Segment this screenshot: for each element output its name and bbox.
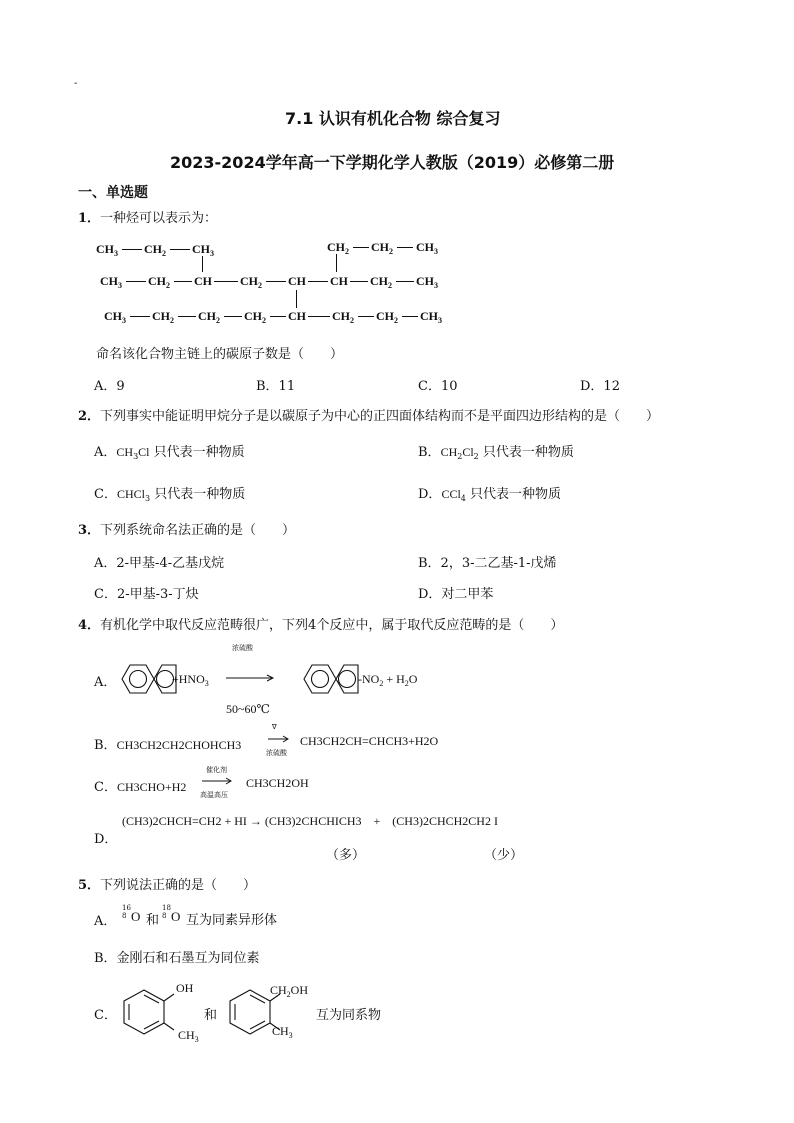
q2-d-sub: 4 (460, 494, 466, 503)
arrow-right-icon (226, 674, 276, 682)
struct-r2-ch-a: CH (194, 274, 212, 288)
q2-b-sub1: 2 (457, 452, 463, 461)
q4-a-product (358, 672, 417, 688)
struct-r3-ch3-b: $CH_3$ (420, 309, 442, 325)
q5-a-iso2-numbers (162, 904, 171, 920)
question-2-stem (78, 405, 659, 424)
q5-c-ch3-sub: 3 (194, 1035, 199, 1044)
q4-a-reagent-text: +HNO (172, 672, 205, 686)
q5-a-text: 互为同素异形体 (186, 913, 278, 928)
struct-r1-ch3-c: $CH_3$ (416, 240, 438, 256)
q4-c-left: CH3CHO+H2 (116, 780, 187, 794)
q2-a-text: 只代表一种物质 (153, 445, 245, 460)
q4-b-right: CH3CH2CH=CHCH3+H2O (300, 734, 439, 748)
q5-option-a[interactable] (94, 910, 116, 929)
q2-c-text: 只代表一种物质 (154, 487, 246, 502)
q4-a-cond-top: 浓硫酸 (232, 644, 253, 652)
page-title: 7.1 认识有机化合物 综合复习 (285, 109, 501, 128)
struct-r1-ch2-b: $CH_2$ (327, 240, 349, 256)
q5-a-mass2: 18 (162, 904, 171, 912)
q1-option-d[interactable]: D．12 (580, 379, 620, 394)
header-mark: - (74, 78, 78, 89)
q2-b-formula: CH (440, 445, 458, 459)
q5-a-el2: O (171, 909, 181, 924)
struct-r1-ch3-a: $CH_3$ (96, 242, 118, 258)
q5-c-ch2oh-text: CH (270, 983, 287, 997)
q2-b-label: B． (418, 445, 441, 460)
struct-r3-ch2-b: $CH_2$ (198, 309, 220, 325)
q5-a-z2: 8 (162, 912, 167, 920)
q4-c-cond-top: 催化剂 (206, 766, 227, 774)
nitronaphthalene-icon (300, 660, 362, 698)
q5-c-ch2oh-tail: OH (290, 983, 309, 997)
q2-b-text: 只代表一种物质 (482, 445, 574, 460)
struct-r2-ch2-c: $CH_2$ (370, 274, 392, 290)
q2-c-formula: CHCl (116, 487, 145, 501)
question-4-number: 4． (78, 618, 101, 633)
struct-r1-ch3-b: $CH_3$ (192, 242, 214, 258)
q5-c-ch3b-text: CH (272, 1024, 289, 1038)
q5-option-b[interactable]: B．金刚石和石墨互为同位素 (94, 951, 260, 966)
q5-a-el1: O (131, 909, 141, 924)
q4-a-reagent (172, 672, 209, 688)
page-subtitle: 2023-2024学年高一下学期化学人教版（2019）必修第二册 (170, 153, 615, 172)
q3-option-c[interactable]: C．2-甲基-3-丁炔 (94, 587, 199, 602)
q5-c-ch2oh-sub: 2 (286, 990, 291, 999)
q5-c-text: 互为同系物 (316, 1008, 382, 1023)
q5-c-label: C． (94, 1008, 117, 1023)
q1-option-a[interactable]: A．9 (94, 379, 125, 394)
q4-a-water: + H (386, 672, 405, 686)
q4-a-product-text: -NO (358, 672, 380, 686)
struct-r3-ch2-c: $CH_2$ (244, 309, 266, 325)
q2-option-c[interactable] (94, 483, 245, 503)
q2-a-label: A． (94, 445, 117, 460)
struct-r1-ch2-c: $CH_2$ (371, 240, 393, 256)
q5-c-ch3b (272, 1024, 293, 1040)
struct-r3-ch3-a: $CH_3$ (104, 309, 126, 325)
q4-b-label: B． (94, 738, 117, 753)
q2-a-tail: Cl (138, 445, 150, 459)
q2-option-a[interactable] (94, 441, 245, 461)
q4-option-b[interactable] (94, 734, 241, 753)
struct-r2-ch3-b: $CH_3$ (416, 274, 438, 290)
q2-c-sub: 3 (144, 494, 151, 503)
q4-d-equation: (CH3)2CHCH=CH2 + HI → (CH3)2CHCHICH3 + (CH3)2CHCH2CH2 I (122, 814, 498, 828)
q5-c-ch3b-sub: 3 (288, 1031, 293, 1040)
q5-c-ch2oh (270, 983, 308, 999)
q4-a-reagent-sub: 3 (204, 679, 209, 688)
question-2-text: 下列事实中能证明甲烷分子是以碳原子为中心的正四面体结构而不是平面四边形结构的是（ ） (100, 409, 660, 424)
q2-d-formula: CCl (441, 487, 461, 501)
q3-option-b[interactable]: B．2，3-二乙基-1-戊烯 (418, 556, 557, 571)
question-5-text: 下列说法正确的是（ ） (100, 878, 257, 893)
struct-r2-ch-b: CH (288, 274, 306, 288)
struct-r1-ch2-a: $CH_2$ (144, 242, 166, 258)
naphthalene-icon (118, 660, 180, 698)
q4-option-a-label[interactable]: A． (94, 675, 117, 690)
q5-a-z1: 8 (122, 912, 127, 920)
q5-a-and: 和 (146, 913, 160, 928)
q4-d-more: （多） (326, 848, 366, 863)
q5-c-ch3 (178, 1028, 199, 1044)
struct-r3-ch: CH (288, 309, 306, 323)
question-1-number: 1． (78, 211, 101, 226)
arrow-right-icon (202, 777, 234, 785)
q5-c-oh: OH (176, 981, 194, 995)
struct-r2-ch3-a: $CH_3$ (100, 274, 122, 290)
question-1-prompt: 命名该化合物主链上的碳原子数是（ ） (96, 347, 344, 362)
q4-a-product-sub: 2 (379, 679, 384, 688)
q2-option-b[interactable] (418, 441, 574, 461)
question-3-number: 3． (78, 523, 101, 538)
question-5-stem (78, 874, 256, 893)
q2-a-formula: CH (116, 445, 134, 459)
q3-option-d[interactable]: D．对二甲苯 (418, 587, 494, 602)
question-3-stem (78, 519, 295, 538)
arrow-right-icon (268, 735, 290, 743)
q4-c-label: C． (94, 780, 117, 795)
question-2-number: 2． (78, 409, 101, 424)
o-cresol-ring-icon (114, 982, 178, 1040)
q5-a-label: A． (94, 914, 117, 929)
struct-r2-ch-c: CH (330, 274, 348, 288)
question-4-stem (78, 614, 563, 633)
q5-a-mass1: 16 (122, 904, 131, 912)
q5-c-ch3-text: CH (178, 1028, 195, 1042)
q4-b-left: CH3CH2CH2CHOHCH3 (116, 738, 242, 752)
q4-c-cond-bottom: 高温高压 (200, 791, 228, 799)
question-5-number: 5． (78, 878, 101, 893)
q4-a-cond-bottom: 50~60℃ (226, 702, 270, 716)
q2-option-d[interactable] (418, 483, 561, 503)
q5-c-and: 和 (204, 1008, 218, 1023)
q1-option-b[interactable]: B．11 (256, 379, 296, 394)
q2-c-label: C． (94, 487, 117, 502)
q4-b-heat: ∇ (272, 723, 277, 731)
struct-r3-ch2-a: $CH_2$ (152, 309, 174, 325)
struct-r3-ch2-d: $CH_2$ (332, 309, 354, 325)
q4-d-less: （少） (484, 848, 524, 863)
q3-option-a[interactable]: A．2-甲基-4-乙基戊烷 (94, 556, 225, 571)
q4-option-d-label[interactable]: D． (94, 832, 118, 847)
q2-d-label: D． (418, 487, 442, 502)
q4-a-water-sub: 2 (404, 679, 409, 688)
question-4-text: 有机化学中取代反应范畴很广，下列4个反应中，属于取代反应范畴的是（ ） (100, 618, 564, 633)
struct-r2-ch2-b: $CH_2$ (240, 274, 262, 290)
q2-b-mid: Cl (462, 445, 474, 459)
q2-a-sub: 3 (133, 452, 139, 461)
question-1-stem (78, 207, 217, 226)
q5-a-iso1-numbers (122, 904, 131, 920)
q4-option-c[interactable] (94, 776, 186, 795)
question-3-text: 下列系统命名法正确的是（ ） (100, 523, 296, 538)
section-title: 一、单选题 (78, 185, 148, 201)
q4-b-cond: 浓硫酸 (266, 749, 287, 757)
struct-r2-ch2-a: $CH_2$ (148, 274, 170, 290)
q4-a-water-tail: O (408, 672, 418, 686)
q2-d-text: 只代表一种物质 (470, 487, 562, 502)
q4-c-right: CH3CH2OH (246, 776, 309, 790)
question-1-text: 一种烃可以表示为： (100, 211, 218, 226)
struct-r3-ch2-e: $CH_2$ (376, 309, 398, 325)
q1-option-c[interactable]: C．10 (418, 379, 458, 394)
q2-b-sub2: 2 (473, 452, 479, 461)
